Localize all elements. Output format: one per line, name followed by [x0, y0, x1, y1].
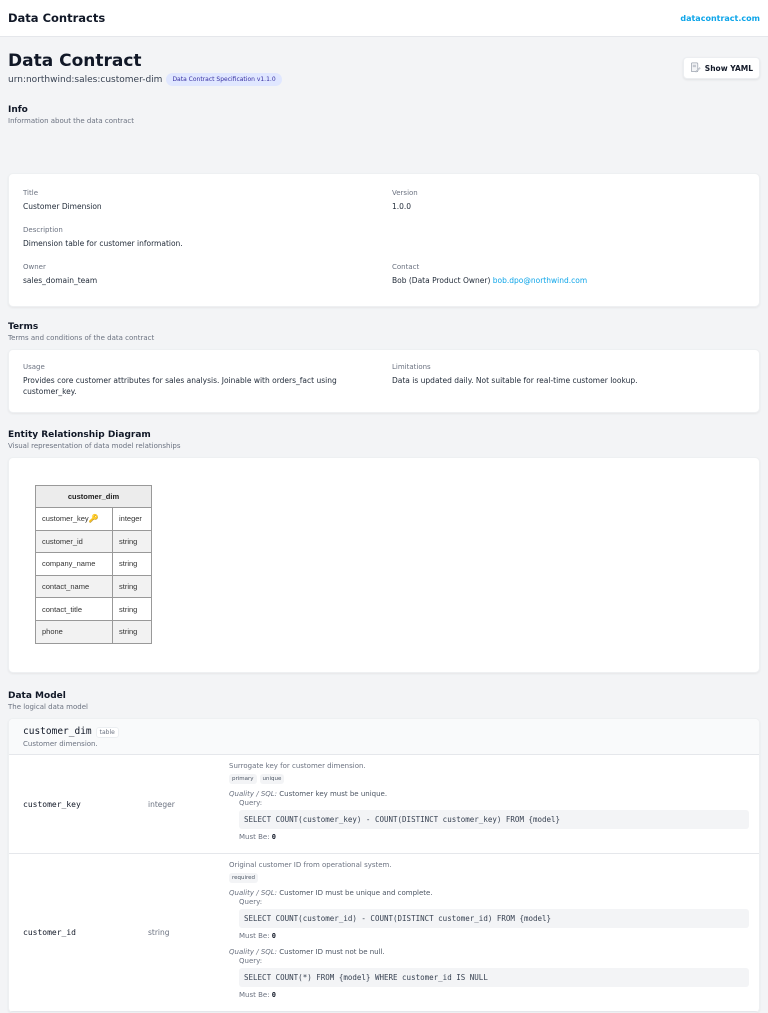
- sql-query-block: SELECT COUNT(*) FROM {model} WHERE customer_id IS NULL: [239, 968, 749, 987]
- page-title: Data Contract: [8, 51, 142, 71]
- field-label: Limitations: [392, 363, 431, 371]
- model-section-title: Data Model: [8, 691, 66, 701]
- field-owner: [23, 262, 392, 286]
- field-name: customer_key: [23, 799, 81, 809]
- info-card: [8, 173, 760, 307]
- top-navbar: [0, 0, 768, 37]
- sql-query-block: SELECT COUNT(customer_key) - COUNT(DISTINCT customer_key) FROM {model}: [239, 810, 749, 829]
- terms-section-title: Terms: [8, 322, 39, 332]
- erd-card: [8, 457, 760, 673]
- contact-email-link[interactable]: bob.dpo@northwind.com: [492, 276, 588, 285]
- field-label: Title: [23, 189, 39, 197]
- spec-version-badge: Data Contract Specification v1.1.0: [166, 73, 281, 86]
- field-label: Description: [23, 226, 63, 234]
- field-value: Customer Dimension: [23, 202, 102, 211]
- field-label: Owner: [23, 263, 46, 271]
- erd-column-type: string: [113, 620, 152, 643]
- field-value: Dimension table for customer information.: [23, 239, 183, 248]
- erd-entity-customer-dim[interactable]: [35, 485, 152, 644]
- field-description: Surrogate key for customer dimension.: [229, 762, 366, 770]
- info-section-subtitle: Information about the data contract: [8, 117, 134, 125]
- must-be-value: Must Be: 0: [239, 833, 277, 841]
- field-row: [9, 755, 759, 854]
- field-contact: [392, 262, 745, 286]
- erd-column-type: string: [113, 598, 152, 621]
- key-icon: 🔑: [88, 514, 99, 524]
- field-type: string: [148, 928, 170, 937]
- must-be-value: Must Be: 0: [239, 932, 277, 940]
- erd-column-name: customer_key🔑: [36, 508, 113, 531]
- field-value: 1.0.0: [392, 202, 412, 211]
- main-content: [0, 37, 768, 1013]
- quality-check-title: Quality / SQL: Customer ID must not be null.: [229, 948, 385, 956]
- datacontract-link[interactable]: datacontract.com: [680, 13, 760, 23]
- erd-column-name: customer_id: [36, 530, 113, 553]
- erd-column-name: company_name: [36, 553, 113, 576]
- model-header: [9, 719, 759, 755]
- field-name: customer_id: [23, 928, 76, 937]
- field-type: integer: [148, 799, 175, 809]
- erd-column-name: contact_name: [36, 575, 113, 598]
- field-version: [392, 188, 745, 212]
- field-title: [23, 188, 392, 212]
- erd-column-type: integer: [113, 508, 152, 531]
- terms-card: [8, 349, 760, 413]
- field-label: Contact: [392, 263, 420, 271]
- contract-urn: urn:northwind:sales:customer-dim: [8, 74, 163, 85]
- field-value: sales_domain_team: [23, 276, 98, 285]
- tag-required: required: [229, 873, 258, 883]
- erd-section-subtitle: Visual representation of data model relationships: [8, 442, 181, 450]
- field-details: [229, 755, 759, 853]
- model-card: [8, 718, 760, 1013]
- quality-check-title: Quality / SQL: Customer key must be unique.: [229, 790, 388, 798]
- model-name: customer_dim: [23, 726, 92, 737]
- erd-section-title: Entity Relationship Diagram: [8, 430, 151, 440]
- model-type-badge: table: [96, 727, 119, 738]
- field-value: Data is updated daily. Not suitable for real-time customer lookup.: [392, 376, 638, 385]
- show-yaml-button[interactable]: [683, 57, 760, 79]
- erd-column-type: string: [113, 575, 152, 598]
- tag-unique: unique: [260, 774, 285, 784]
- show-yaml-label: Show YAML: [704, 63, 753, 73]
- quality-check-title: Quality / SQL: Customer ID must be unique and complete.: [229, 889, 433, 897]
- contact-name: Bob (Data Product Owner): [392, 276, 491, 285]
- field-limitations: [392, 362, 745, 397]
- field-row: [9, 854, 759, 1012]
- erd-column-name: phone: [36, 620, 113, 643]
- field-description: Original customer ID from operational system.: [229, 861, 392, 869]
- must-be-value: Must Be: 0: [239, 991, 277, 999]
- erd-column-type: string: [113, 530, 152, 553]
- erd-entity-name: customer_dim: [36, 486, 152, 508]
- info-section-title: Info: [8, 105, 28, 115]
- field-value: Provides core customer attributes for sales analysis. Joinable with orders_fact using customer_key.: [23, 376, 337, 396]
- query-label: Query:: [239, 898, 263, 906]
- app-brand[interactable]: Data Contracts: [8, 11, 106, 25]
- field-details: [229, 854, 759, 1011]
- sql-query-block: SELECT COUNT(customer_id) - COUNT(DISTINCT customer_id) FROM {model}: [239, 909, 749, 928]
- erd-column-name: contact_title: [36, 598, 113, 621]
- field-label: Usage: [23, 363, 45, 371]
- terms-section-subtitle: Terms and conditions of the data contract: [8, 334, 155, 342]
- query-label: Query:: [239, 957, 263, 965]
- model-section-subtitle: The logical data model: [8, 703, 88, 711]
- field-usage: [23, 362, 392, 397]
- tag-primary: primary: [229, 774, 257, 784]
- query-label: Query:: [239, 799, 263, 807]
- page-header: [8, 37, 760, 135]
- field-description: [23, 225, 392, 249]
- erd-column-type: string: [113, 553, 152, 576]
- document-edit-icon: [690, 62, 701, 75]
- model-description: Customer dimension.: [23, 740, 98, 748]
- field-label: Version: [392, 189, 418, 197]
